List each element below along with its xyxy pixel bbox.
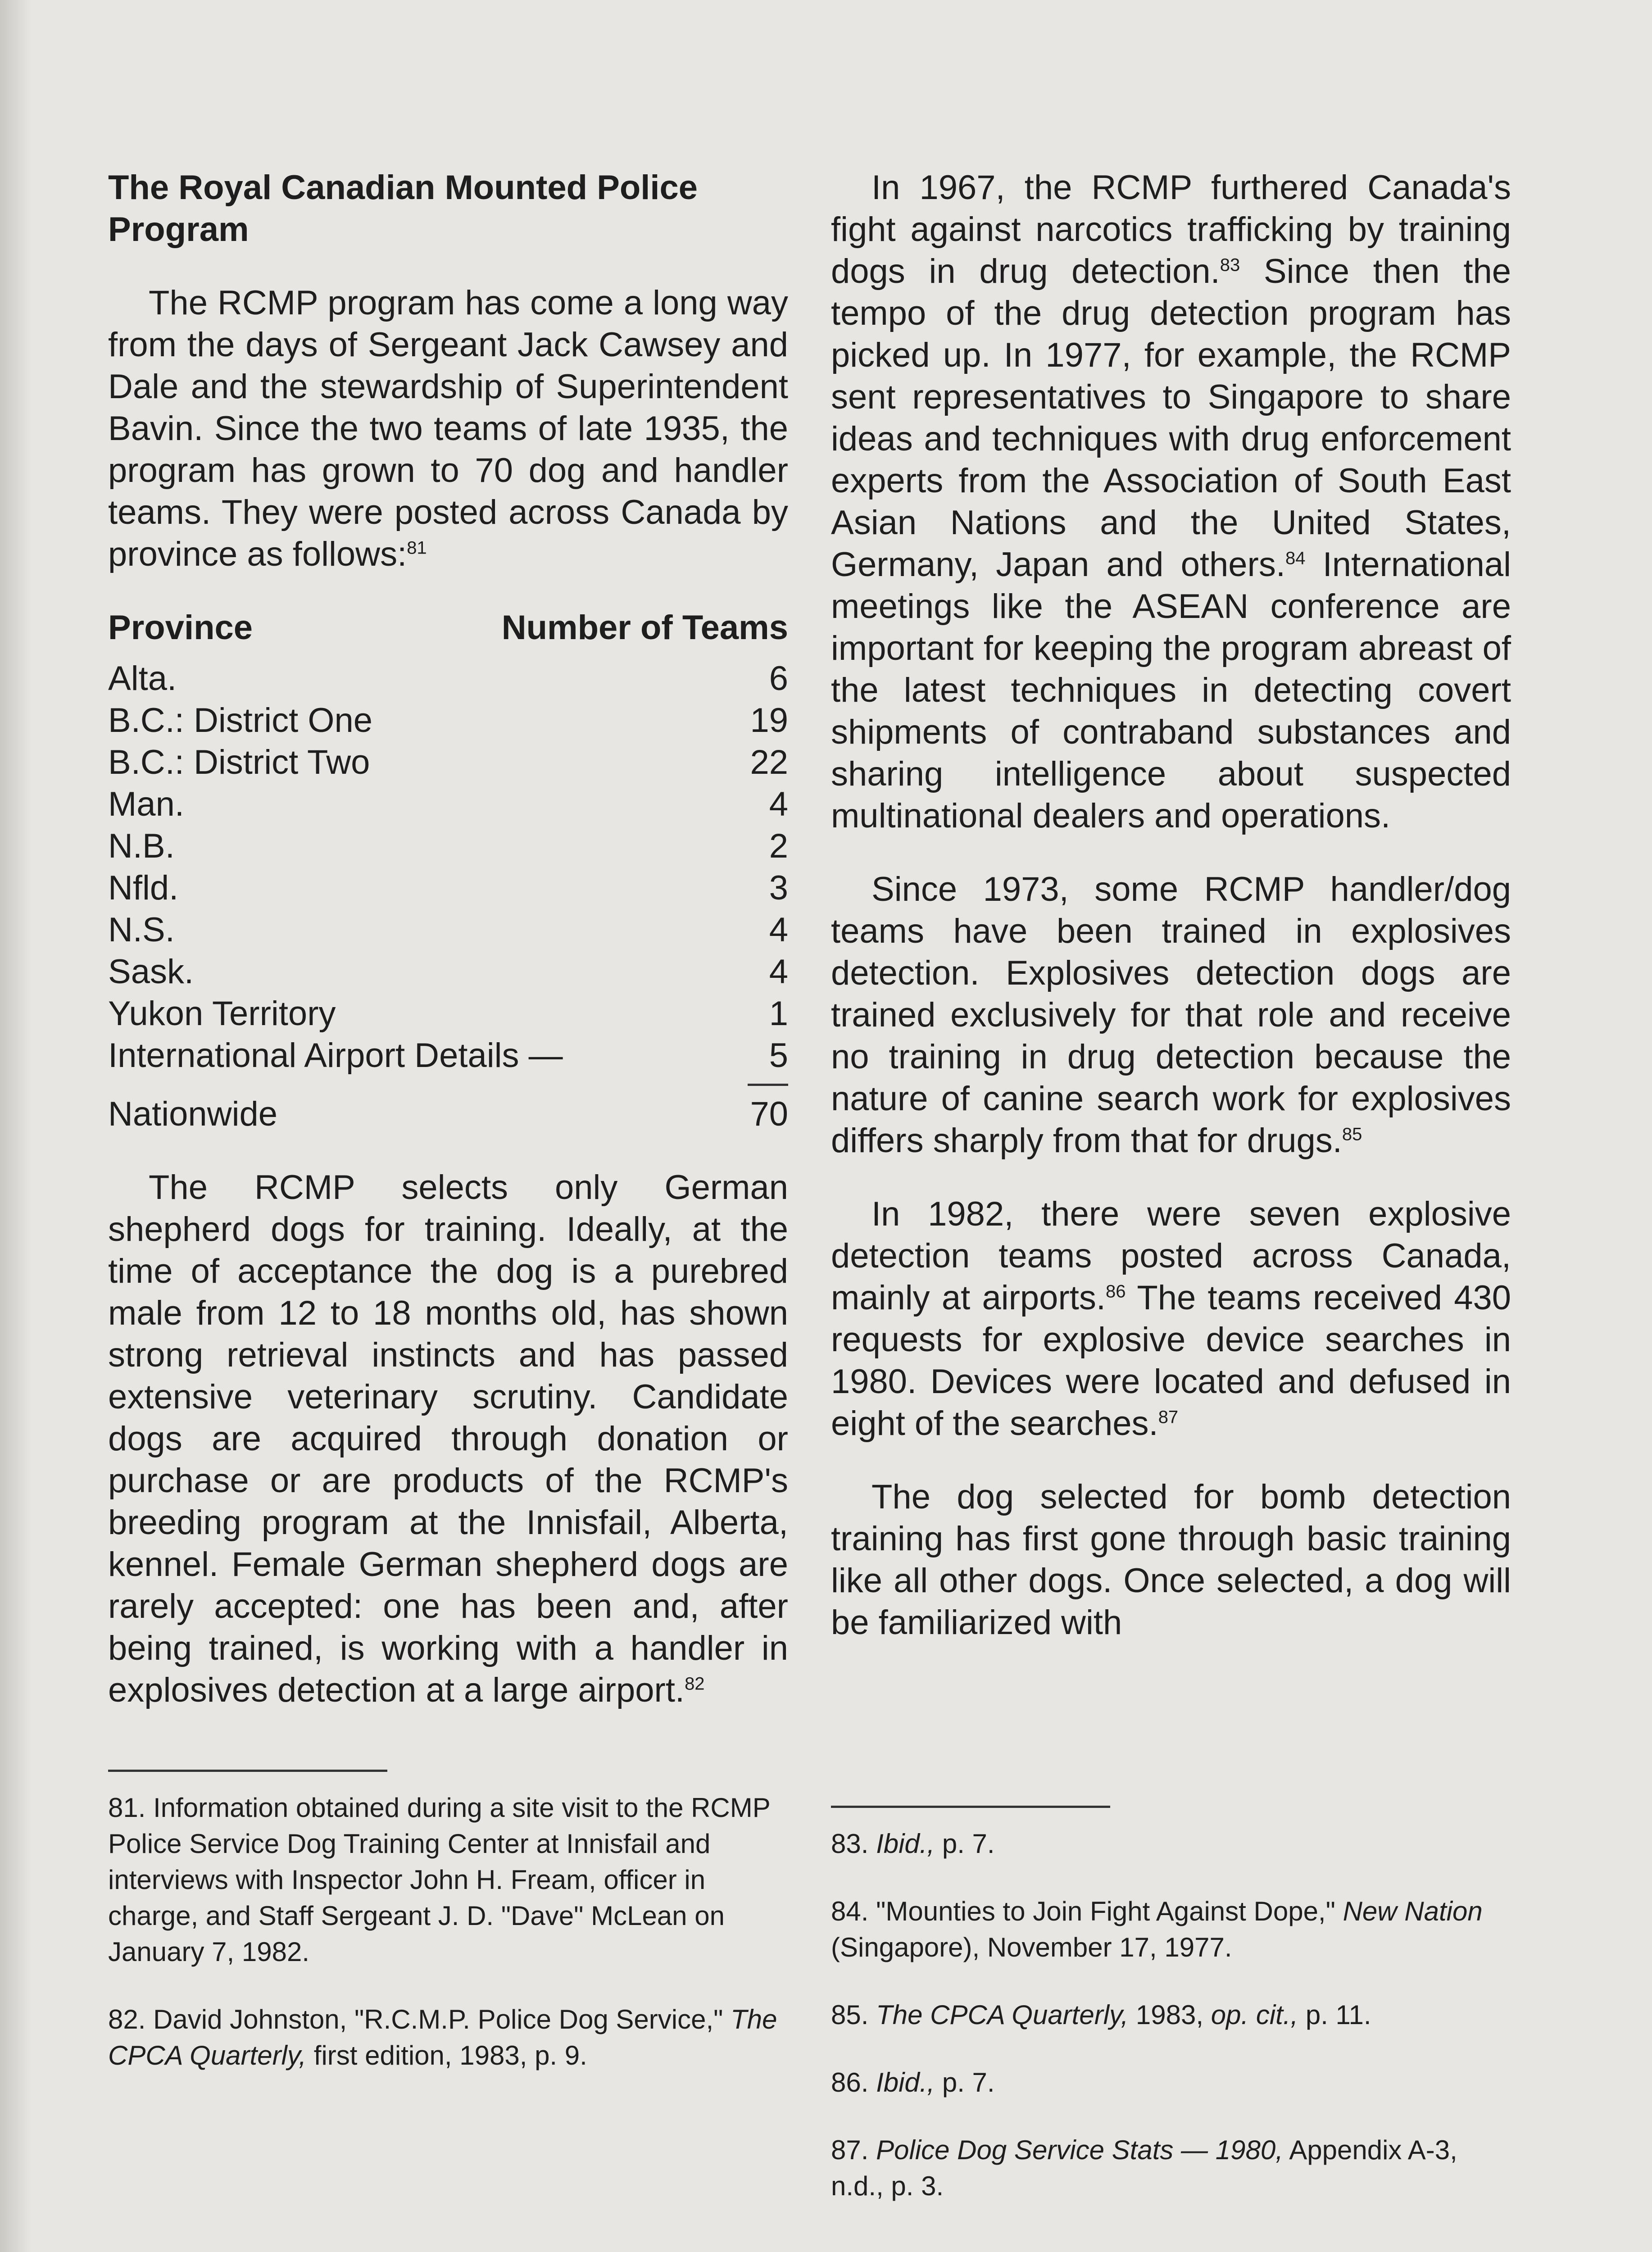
footnote-86 (831, 2065, 1511, 2101)
left-p1-text: The RCMP program has come a long way from the days of Sergeant Jack Cawsey and Dale and the stewardship of Superintendent Bavin. Since the two teams of late 1935, the program has grown to 70 dog and handler teams. They were posted across Canada by province as follows: (108, 284, 788, 573)
right-p3-text-a: In 1982, there were seven explosive detection teams posted across Canada, mainly at airports. (831, 1195, 1511, 1317)
footnote-ref-86: 86 (1105, 1281, 1126, 1302)
teams-cell: 3 (769, 869, 788, 907)
fn82-part-c: first edition, 1983, p. 9. (313, 2040, 587, 2070)
province-cell: Sask. (108, 953, 194, 991)
footnote-82 (108, 2002, 788, 2074)
teams-cell: 4 (769, 911, 788, 949)
right-paragraph-2 (831, 868, 1511, 1162)
table-row (108, 993, 788, 1035)
right-footnotes (831, 1826, 1511, 2204)
right-paragraph-1 (831, 167, 1511, 837)
teams-cell: 2 (769, 827, 788, 865)
footnote-83 (831, 1826, 1511, 1862)
table-row (108, 658, 788, 699)
fn84-part-a: 84. "Mounties to Join Fight Against Dope," (831, 1896, 1335, 1926)
teams-cell: 6 (769, 659, 788, 698)
province-cell: Nfld. (108, 869, 179, 907)
right-p1-text-b: Since then the tempo of the drug detection program has picked up. In 1977, for example, the RCMP sent representatives to Singapore to share ideas and techniques with drug enforcement experts from the Association of South East Asian Nations and the United States, Germany, Japan and others. (831, 252, 1511, 584)
footnote-85 (831, 1997, 1511, 2033)
fn87-title: Police Dog Service Stats — 1980, (876, 2135, 1283, 2165)
province-cell: B.C.: District Two (108, 743, 370, 781)
left-paragraph-1 (108, 282, 788, 575)
section-heading: The Royal Canadian Mounted Police Program (108, 168, 698, 249)
footnote-ref-81: 81 (407, 538, 427, 558)
table-row (108, 783, 788, 825)
left-body (108, 282, 788, 575)
fn83-ibid: Ibid., (876, 1829, 935, 1859)
teams-cell: 19 (750, 701, 788, 740)
footnote-ref-82: 82 (685, 1674, 705, 1694)
table-row (108, 741, 788, 783)
right-column (831, 167, 1511, 2236)
table-row (108, 825, 788, 867)
total-value: 70 (750, 1095, 788, 1133)
total-rule (748, 1084, 788, 1086)
left-p2-text: The RCMP selects only German shepherd dogs for training. Ideally, at the time of acceptance the dog is a purebred male from 12 to 18 months old, has shown strong retrieval instincts and has passed extensive veterinary scrutiny. Candidate dogs are acquired through donation or purchase or are products of the RCMP's breeding program at the Innisfail, Alberta, kennel. Female German shepherd dogs are rarely accepted: one has been and, after being trained, is working with a handler in explosives detection at a large airport. (108, 1168, 788, 1709)
fn87-rest: Appendix A-3, n.d., p. 3. (831, 2135, 1457, 2201)
left-body-2 (108, 1167, 788, 1711)
fn82-part-a: 82. David Johnston, "R.C.M.P. Police Dog Service," (108, 2004, 723, 2034)
fn85-number: 85. (831, 2000, 869, 2030)
right-p2-text: Since 1973, some RCMP handler/dog teams have been trained in explosives detection. Explosives detection dogs are trained exclusively for that role and receive no training in drug detection because the nature of canine search work for explosives differs sharply from that for drugs. (831, 870, 1511, 1160)
header-number-of-teams: Number of Teams (501, 608, 788, 647)
header-province: Province (108, 608, 253, 647)
footnote-ref-85: 85 (1342, 1124, 1362, 1144)
province-cell: Yukon Territory (108, 994, 336, 1033)
fn84-part-b: New Nation (1343, 1896, 1483, 1926)
province-teams-table (108, 607, 788, 1135)
footnote-ref-83: 83 (1220, 255, 1240, 275)
page-gutter-shadow (0, 0, 32, 2252)
table-row (108, 909, 788, 951)
footnote-rule-left (108, 1770, 387, 1772)
right-paragraph-3 (831, 1193, 1511, 1444)
fn87-number: 87. (831, 2135, 869, 2165)
fn82-part-b: The CPCA Quarterly, (108, 2004, 777, 2070)
table-rows (108, 658, 788, 1076)
fn86-number: 86. (831, 2067, 869, 2098)
teams-cell: 4 (769, 953, 788, 991)
total-label: Nationwide (108, 1095, 277, 1133)
fn84-part-c: (Singapore), November 17, 1977. (831, 1932, 1232, 1962)
right-paragraph-4: The dog selected for bomb detection training has first gone through basic training like all other dogs. Once selected, a dog will be familiarized with (831, 1478, 1511, 1642)
province-cell: International Airport Details — (108, 1036, 563, 1075)
province-cell: N.B. (108, 827, 175, 865)
province-cell: Man. (108, 785, 184, 823)
province-cell: Alta. (108, 659, 177, 698)
right-p1-text-c: International meetings like the ASEAN conference are important for keeping the program abreast of the latest techniques in detecting covert shipments of contraband substances and sharing intelligence about suspected multinational dealers and operations. (831, 545, 1511, 835)
footnote-84 (831, 1893, 1511, 1966)
province-cell: N.S. (108, 911, 175, 949)
footnote-rule-right (831, 1806, 1110, 1808)
teams-cell: 4 (769, 785, 788, 823)
left-column (108, 167, 788, 2105)
left-paragraph-2 (108, 1167, 788, 1711)
fn85-opcit: op. cit., (1211, 2000, 1298, 2030)
right-p1-text-a: In 1967, the RCMP furthered Canada's fight against narcotics trafficking by training dogs in drug detection. (831, 168, 1511, 291)
table-header (108, 607, 788, 649)
province-cell: B.C.: District One (108, 701, 372, 740)
teams-cell: 5 (769, 1036, 788, 1075)
table-row (108, 951, 788, 993)
footnote-ref-84: 84 (1285, 548, 1306, 568)
fn85-journal: The CPCA Quarterly, (876, 2000, 1129, 2030)
teams-cell: 1 (769, 994, 788, 1033)
table-row (108, 699, 788, 741)
footnote-ref-87: 87 (1158, 1407, 1179, 1427)
left-footnotes (108, 1790, 788, 2074)
fn83-page: p. 7. (942, 1829, 995, 1859)
fn83-number: 83. (831, 1829, 869, 1859)
fn86-ibid: Ibid., (876, 2067, 935, 2098)
footnote-81: 81. Information obtained during a site visit to the RCMP Police Service Dog Training Center at Innisfail and interviews with Inspector John H. Fream, officer in charge, and Staff Sergeant J. D. "Dave" McLean on January 7, 1982. (108, 1793, 770, 1967)
right-body (831, 167, 1511, 1644)
table-total-row (108, 1093, 788, 1135)
table-row (108, 867, 788, 909)
table-row (108, 1035, 788, 1076)
right-p3-text-b: The teams received 430 requests for explosive device searches in 1980. Devices were located and defused in eight of the searches. (831, 1279, 1511, 1443)
fn86-page: p. 7. (942, 2067, 995, 2098)
footnote-87 (831, 2132, 1511, 2204)
teams-cell: 22 (750, 743, 788, 781)
fn85-page: p. 11. (1305, 2000, 1371, 2030)
fn85-year: 1983, (1135, 2000, 1204, 2030)
